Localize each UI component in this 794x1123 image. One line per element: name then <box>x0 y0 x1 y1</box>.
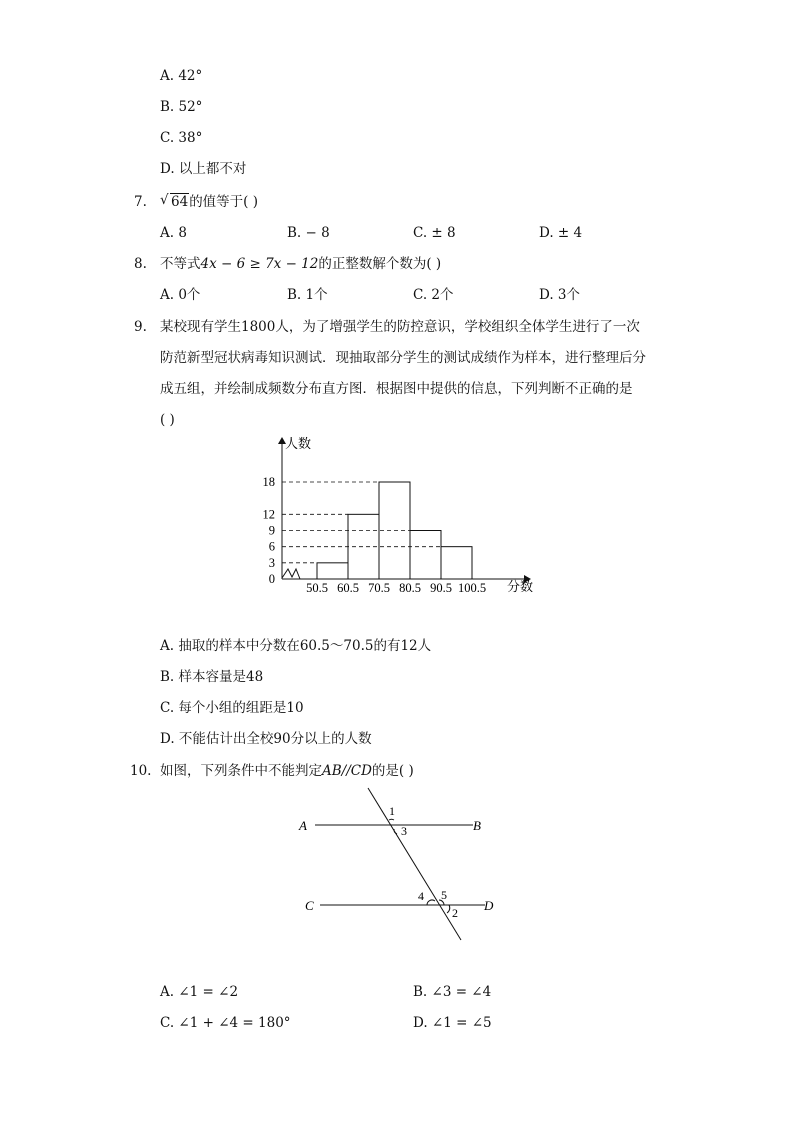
frequency-histogram <box>255 432 545 604</box>
x-tick-label: 70.5 <box>368 581 390 595</box>
label-d: D <box>484 898 494 913</box>
x-axis-label: 分数 <box>507 579 534 594</box>
x-tick-label: 80.5 <box>399 581 421 595</box>
angle-label-3: 3 <box>401 824 407 838</box>
sqrt-expression: √ 64 <box>160 192 189 210</box>
q9-stem-line-4: ( ) <box>160 412 175 428</box>
q9-stem-line-3: 成五组，并绘制成频数分布直方图．根据图中提供的信息，下列判断不正确的是 <box>160 381 633 397</box>
q7-option-b: B. − 8 <box>287 225 330 241</box>
q6-option-a: A. 42° <box>160 68 203 84</box>
q7-option-c: C. ± 8 <box>413 225 456 241</box>
q8-stem: 不等式4x − 6 ≥ 7x − 12的正整数解个数为( ) <box>160 256 442 272</box>
histogram-bar <box>441 547 472 579</box>
q7-option-a: A. 8 <box>160 225 187 241</box>
q9-option-d: D. 不能估计出全校90分以上的人数 <box>160 731 372 747</box>
x-tick-label: 90.5 <box>430 581 452 595</box>
angle-arc-3 <box>394 829 397 834</box>
x-tick-label: 50.5 <box>306 581 328 595</box>
histogram-bar <box>410 531 441 580</box>
y-axis-label: 人数 <box>285 436 312 451</box>
y-tick-label: 0 <box>268 572 275 586</box>
q10-number: 10. <box>130 763 152 779</box>
q8-option-d: D. 3个 <box>539 287 581 303</box>
q6-option-d: D. 以上都不对 <box>160 161 247 177</box>
q10-option-c: C. ∠1 + ∠4 = 180° <box>160 1015 291 1031</box>
x-tick-label: 100.5 <box>457 581 487 595</box>
q7-number: 7. <box>134 194 147 210</box>
q10-stem: 如图，下列条件中不能判定AB//CD的是( ) <box>160 763 414 779</box>
angle-label-5: 5 <box>441 888 447 902</box>
label-a: A <box>299 818 307 833</box>
q8-option-a: A. 0个 <box>160 287 201 303</box>
q9-option-a: A. 抽取的样本中分数在60.5～70.5的有12人 <box>160 638 432 654</box>
y-tick-label: 18 <box>262 475 275 489</box>
y-tick-label: 9 <box>268 523 275 538</box>
q9-option-c: C. 每个小组的组距是10 <box>160 700 304 716</box>
q6-option-b: B. 52° <box>160 99 203 115</box>
q9-stem-line-2: 防范新型冠状病毒知识测试．现抽取部分学生的测试成绩作为样本，进行整理后分 <box>160 350 646 366</box>
angle-arc-2 <box>447 905 450 913</box>
angle-arc-4 <box>427 900 435 905</box>
label-c: C <box>305 898 314 913</box>
q6-option-c: C. 38° <box>160 130 203 146</box>
label-b: B <box>473 818 481 833</box>
angle-label-1: 1 <box>389 804 395 818</box>
q10-option-b: B. ∠3 = ∠4 <box>413 984 492 1000</box>
q7-option-d: D. ± 4 <box>539 225 583 241</box>
y-tick-label: 12 <box>262 507 275 522</box>
x-tick-label: 60.5 <box>337 581 359 595</box>
q7-stem: √ 64的值等于( ) <box>160 192 259 210</box>
q10-option-d: D. ∠1 = ∠5 <box>413 1015 492 1031</box>
q10-option-a: A. ∠1 = ∠2 <box>160 984 239 1000</box>
y-tick-label: 6 <box>268 539 275 554</box>
axis-break-mark <box>282 569 300 579</box>
angle-arc-1 <box>389 819 394 820</box>
parallel-lines-figure <box>290 782 510 947</box>
histogram-bar <box>317 563 348 579</box>
angle-label-2: 2 <box>452 906 458 920</box>
q9-option-b: B. 样本容量是48 <box>160 669 264 685</box>
q9-number: 9. <box>134 319 147 335</box>
q8-number: 8. <box>134 256 147 272</box>
y-tick-label: 3 <box>268 555 275 570</box>
transversal <box>368 788 461 940</box>
q8-option-b: B. 1个 <box>287 287 328 303</box>
q8-option-c: C. 2个 <box>413 287 454 303</box>
angle-label-4: 4 <box>418 889 424 903</box>
q9-stem-line-1: 某校现有学生1800人，为了增强学生的防控意识，学校组织全体学生进行了一次 <box>160 319 640 335</box>
